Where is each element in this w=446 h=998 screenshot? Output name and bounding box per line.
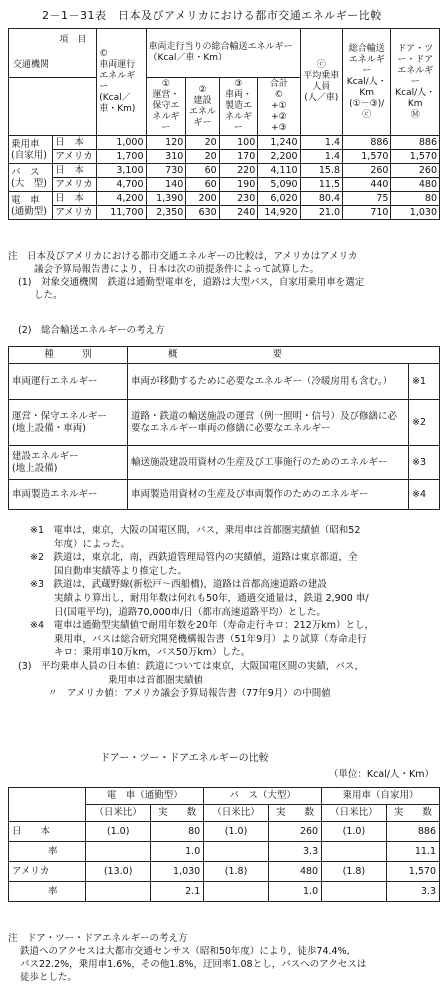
value-cell: 886 [386, 822, 439, 842]
value-cell: 1,240 [258, 136, 300, 150]
country-cell: 日 本 [53, 164, 97, 178]
sub-header: 実 数 [268, 805, 321, 822]
group-header: 乗用車（自家用） [322, 788, 440, 805]
ratio-cell: (13.0) [86, 862, 151, 882]
value-cell: 60 [186, 164, 219, 178]
ratio-cell [86, 882, 151, 902]
group-header: 電 車（通勤型） [86, 788, 204, 805]
value-cell: 80 [150, 822, 203, 842]
value-cell: 2,350 [146, 206, 186, 220]
value-cell: 6,020 [258, 192, 300, 206]
note-line: ※2 鉄道は，東京北，南，西鉄道管理局管内の実績値，道路は東京都道，全 [30, 552, 358, 564]
note-line: 議会予算局報告書により，日本は次の前提条件によって試算した。 [34, 264, 320, 275]
value-cell: 21.0 [300, 206, 342, 220]
table-row [9, 150, 440, 164]
value-cell: 230 [219, 192, 258, 206]
value-cell: 480 [391, 178, 440, 192]
note-line: 年度）によった。 [54, 538, 131, 550]
value-cell: 480 [268, 862, 321, 882]
value-cell: 140 [146, 178, 186, 192]
value-cell: 11.1 [386, 842, 439, 862]
desc-cell: 輸送施設建設用資材の生産及び工事施行のためのエネルギー [128, 446, 409, 480]
country-cell: アメリカ [53, 150, 97, 164]
value-cell: 1.0 [268, 882, 321, 902]
value-cell: 1,030 [391, 206, 440, 220]
header-item: 項 目 [59, 35, 87, 45]
sub-header: （日米比） [204, 805, 269, 822]
header-group: 車両走行当りの総合輸送エネルギー（Kcal／車・Km） [146, 29, 300, 78]
table-row [9, 400, 440, 446]
value-cell: 1.4 [300, 136, 342, 150]
note-line: 日(国電平均)，道路70,000車/日（都市高速道路平均）とした。 [54, 606, 326, 618]
note-line: 乗用車，バスは総合研究開発機構報告書（51年9月）より試算（寿命走行 [54, 633, 367, 645]
notes-section-1 [8, 250, 438, 337]
row-label: アメリカ [9, 862, 86, 882]
note-line: ※1 電車は，東京，大阪の国電区間，バス，乗用車は首都圏実績値（昭和52 [30, 525, 361, 536]
value-cell: 5,090 [258, 178, 300, 192]
value-cell: 2,200 [258, 150, 300, 164]
ratio-cell: (1.8) [204, 862, 269, 882]
kind-cell: 車両運行エネルギー [9, 364, 128, 400]
note-line: ※3 鉄道は，武蔵野線(新松戸～西船橋)，道路は首都高速道路の建設 [30, 579, 327, 591]
value-cell: 1,570 [391, 150, 440, 164]
mode-cell: 電 車 (通勤型) [9, 192, 53, 220]
note-line: 〃 アメリカ値：アメリカ議会予算局報告書（77年9月）の中間値 [48, 688, 331, 700]
header-vehicle-mfg: ③ 車両・ 製造エ ネルギー [219, 78, 258, 136]
table-row [9, 862, 440, 882]
table-row [9, 480, 440, 510]
mark-cell: ※3 [409, 446, 440, 480]
header-maintenance: ① 運営・ 保守エ ネルギー [146, 78, 186, 136]
energy-comparison-table [8, 28, 440, 220]
note-line: 実績より算出し，耐用年数は何れも50年，通過交通量は，鉄道 2,900 車/ [54, 592, 369, 604]
corner-spacer [9, 78, 97, 136]
t3-unit: （単位：Kcal/人・Km） [328, 769, 434, 780]
value-cell: 4,200 [97, 192, 146, 206]
door-to-door-table [8, 787, 440, 902]
value-cell: 80.4 [300, 192, 342, 206]
value-cell: 1,570 [343, 150, 391, 164]
value-cell: 260 [343, 164, 391, 178]
value-cell: 886 [343, 136, 391, 150]
country-cell: アメリカ [53, 178, 97, 192]
ratio-cell [322, 882, 387, 902]
mode-cell: バ ス (大 型) [9, 164, 53, 192]
mark-cell: ※1 [409, 364, 440, 400]
table-row [9, 192, 440, 206]
header-construction: ② 建設 エネル ギー [186, 78, 219, 136]
sub-header: （日米比） [86, 805, 151, 822]
table-row [9, 882, 440, 902]
value-cell: 100 [219, 136, 258, 150]
column-header: 種 別 [9, 347, 128, 364]
value-cell: 4,700 [97, 178, 146, 192]
desc-cell: 車両が移動するために必要なエネルギー（冷暖房用も含む。） [128, 364, 409, 400]
note-line: 乗用車は首都圏実績値 [108, 674, 204, 686]
value-cell: 11,700 [97, 206, 146, 220]
header-door-to-door: ドア・ツー・ドアエネルギー Kcal/人・Km Ⓜ [391, 29, 440, 136]
header-sum: 合計 © +① +② +③ [258, 78, 300, 136]
note-line: 注 日本及びアメリカにおける都市交通エネルギーの比較は，アメリカはアメリカ [8, 251, 358, 262]
mode-cell: 乗用車 (自家用) [9, 136, 53, 164]
country-cell: 日 本 [53, 136, 97, 150]
value-cell: 170 [219, 150, 258, 164]
table-row [9, 446, 440, 480]
note-line: (3) 平均乗車人員の日本値：鉄道については東京，大阪国電区間の実績，バス， [18, 660, 365, 672]
column-header: 概 要 [128, 347, 440, 364]
value-cell: 886 [391, 136, 440, 150]
note-line: 注 ドア・ツー・ドアエネルギーの考え方 [8, 933, 188, 944]
note-line: (2) 総合輸送エネルギーの考え方 [18, 325, 165, 336]
desc-cell: 道路・鉄道の輸送施設の運営（例一照明・信号）及び修繕に必要なエネルギー車両の修繕に必要なエネルギー [128, 400, 409, 446]
value-cell: 4,110 [258, 164, 300, 178]
notes-section-3 [8, 932, 438, 984]
header-total-energy: 総合輸送エネルギー Kcal/人・Km (①－③)/ⓒ [343, 29, 391, 136]
table-row [9, 364, 440, 400]
value-cell: 3,100 [97, 164, 146, 178]
note-line: バス22.2%，乗用車1.6%，その他1.8%，迂回率1.08とし，バスへのアクセスは [20, 959, 367, 970]
notes-section-2 [8, 524, 438, 701]
ratio-cell [86, 842, 151, 862]
value-cell: 1.4 [300, 150, 342, 164]
ratio-cell [204, 882, 269, 902]
value-cell: 220 [219, 164, 258, 178]
table-row [9, 164, 440, 178]
header-occupancy: ⓒ 平均乗車人員 (人／車) [300, 29, 342, 136]
table-row [9, 178, 440, 192]
value-cell: 1,700 [97, 150, 146, 164]
value-cell: 20 [186, 136, 219, 150]
row-label: 率 [45, 882, 86, 902]
ratio-cell [322, 842, 387, 862]
value-cell: 1,000 [97, 136, 146, 150]
value-cell: 630 [186, 206, 219, 220]
value-cell: 260 [391, 164, 440, 178]
value-cell: 200 [186, 192, 219, 206]
ratio-cell: (1.0) [86, 822, 151, 842]
table-row [9, 206, 440, 220]
value-cell: 190 [219, 178, 258, 192]
t3-title: ドアー・ツー・ドアエネルギーの比較 [100, 753, 269, 764]
value-cell: 60 [186, 178, 219, 192]
note-line: (1) 対象交通機関 鉄道は通勤型電車を，道路は大型バス，自家用乗用車を選定 [18, 277, 365, 288]
desc-cell: 車両製造用資材の生産及び車両製作のためのエネルギー [128, 480, 409, 510]
corner-header [9, 788, 86, 822]
value-cell: 310 [146, 150, 186, 164]
ratio-cell: (1.8) [322, 862, 387, 882]
note-line: 鉄道へのアクセスは大都市交通センサス（昭和50年度）により，徒歩74.4%, [20, 946, 350, 957]
sub-header: （日米比） [322, 805, 387, 822]
energy-concept-table [8, 346, 440, 510]
ratio-cell [204, 842, 269, 862]
ratio-cell: (1.0) [322, 822, 387, 842]
mark-cell: ※2 [409, 400, 440, 446]
mark-cell: ※4 [409, 480, 440, 510]
kind-cell: 車両製造エネルギー [9, 480, 128, 510]
table-row [9, 822, 440, 842]
value-cell: 3.3 [268, 842, 321, 862]
row-label: 率 [45, 842, 86, 862]
sub-header: 実 数 [150, 805, 203, 822]
note-line: した。 [34, 290, 63, 301]
header-mode: 交通機関 [13, 60, 50, 70]
corner-header [9, 29, 97, 78]
value-cell: 14,920 [258, 206, 300, 220]
sub-header: 実 数 [386, 805, 439, 822]
value-cell: 80 [391, 192, 440, 206]
value-cell: 2.1 [150, 882, 203, 902]
value-cell: 1,570 [386, 862, 439, 882]
country-cell: アメリカ [53, 206, 97, 220]
value-cell: 710 [343, 206, 391, 220]
value-cell: 1,390 [146, 192, 186, 206]
table-row [9, 842, 440, 862]
note-line: キロ：乗用車10万km，バス50万km）した。 [54, 647, 251, 659]
value-cell: 440 [343, 178, 391, 192]
kind-cell: 建設エネルギー (地上設備) [9, 446, 128, 480]
value-cell: 730 [146, 164, 186, 178]
value-cell: 75 [343, 192, 391, 206]
value-cell: 260 [268, 822, 321, 842]
country-cell: 日 本 [53, 192, 97, 206]
ratio-cell: (1.0) [204, 822, 269, 842]
value-cell: 15.8 [300, 164, 342, 178]
value-cell: 1,030 [150, 862, 203, 882]
value-cell: 11.5 [300, 178, 342, 192]
header-operation-energy: © 車両運行 エネルギー (Kcal／ 車・Km) [97, 29, 146, 136]
table-row [9, 136, 440, 150]
row-label: 日 本 [9, 822, 86, 842]
value-cell: 20 [186, 150, 219, 164]
note-line: ※4 電車は通勤型実績値で耐用年数を20年（寿命走行キロ：212万km）とし， [30, 620, 374, 632]
group-header: バ ス（大型） [204, 788, 322, 805]
kind-cell: 運営・保守エネルギー (地上設備・車両) [9, 400, 128, 446]
note-line: 国自動車実績等より推定した。 [54, 565, 188, 577]
value-cell: 120 [146, 136, 186, 150]
value-cell: 1.0 [150, 842, 203, 862]
value-cell: 3.3 [386, 882, 439, 902]
note-line: 徒歩とした。 [20, 972, 78, 983]
table-title: 2－1－31表 日本及びアメリカにおける都市交通エネルギー比較 [42, 9, 382, 22]
value-cell: 240 [219, 206, 258, 220]
